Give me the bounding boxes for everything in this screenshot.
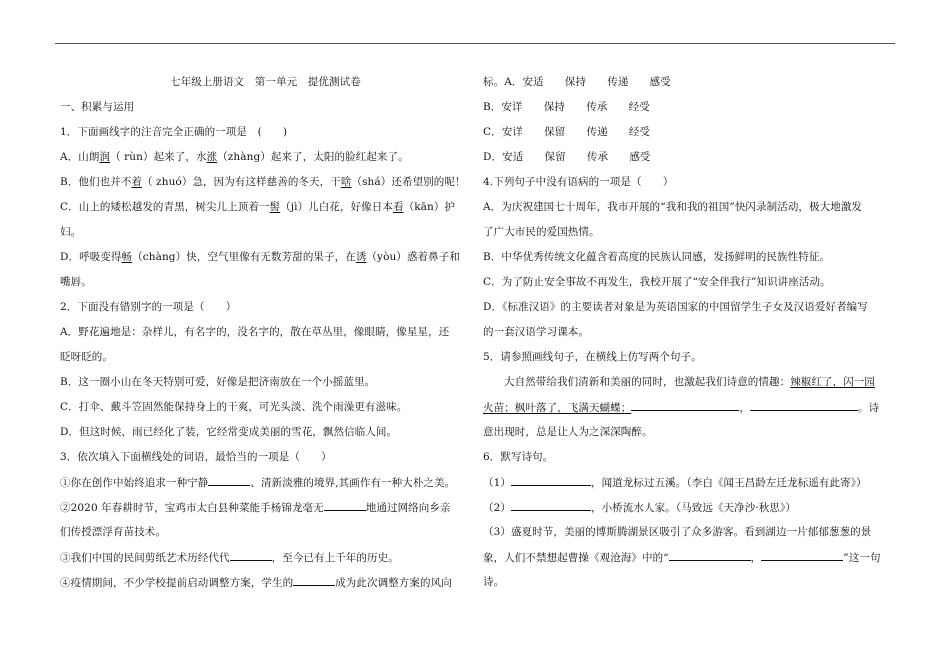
q1d-text3: （yòu）惑着鼻子和 — [366, 251, 460, 263]
q3s1-text1: ①你在创作中始终追求一种宁静 — [60, 477, 209, 489]
q3s4-text2: 成为此次调整方案的风向 — [335, 577, 452, 589]
fill-blank[interactable] — [293, 575, 335, 586]
q1-option-c — [60, 200, 455, 214]
q5-stem: 5．请参照画线句子，在横线上仿写两个句子。 — [483, 351, 702, 363]
q3-option-c: C．安详 保留 传递 经受 — [483, 126, 651, 138]
q6-item-3-cont — [483, 550, 881, 565]
q1c-underlined1: 髻 — [269, 201, 281, 213]
q4-option-a-cont: 了广大市民的爱国热情。 — [483, 226, 600, 238]
q3s2-text2: 地通过网络向乡亲 — [365, 502, 451, 514]
q3-option-b: B．安详 保持 传承 经受 — [483, 101, 650, 113]
q1-option-d-cont: 嘴唇。 — [60, 276, 92, 288]
q1b-text2: （ zhuó）急，因为有这样慈善的冬天，干 — [142, 176, 341, 188]
q3-sentence-3 — [60, 550, 399, 565]
q1b-text1: B．他们也并不 — [60, 176, 132, 188]
q4-option-d-cont: 的一套汉语学习课本。 — [483, 326, 589, 338]
q5-underlined-sentence: 辣椒红了，闪一园 — [790, 376, 876, 388]
q6-item2-text: ，小桥流水人家。（马致远《天净沙·秋思》） — [590, 502, 796, 514]
answer-blank[interactable] — [631, 400, 739, 411]
q1d-text2: （chàng）快，空气里像有无数芳甜的果子，在 — [132, 251, 356, 263]
q1-option-a — [60, 150, 409, 164]
q1b-text3: （shá）还希望别的呢！ — [351, 176, 466, 188]
q6-item-3: （3）盛夏时节，美丽的博斯腾湖景区吸引了众多游客。看到湖边一片郁郁葱葱的景 — [483, 526, 872, 538]
q6-item-2 — [483, 500, 796, 515]
fill-blank[interactable] — [230, 550, 272, 561]
q3-sentence-2-cont: 们传授漂浮育苗技术。 — [60, 526, 166, 538]
q6-item1-text: ，闻道龙标过五溪。（李白《闻王昌龄左迁龙标遥有此寄》） — [590, 477, 867, 489]
q5-underlined-sentence-cont: 火苗；枫叶落了，飞满天蝴蝶； — [483, 402, 632, 414]
q1c-text2: （jì）儿白花，好像日本 — [280, 201, 393, 213]
q1d-underlined1: 畅 — [121, 251, 133, 263]
q3-options-a: 标。A．安适 保持 传递 感受 — [483, 76, 671, 88]
fill-blank[interactable] — [208, 475, 250, 486]
q1-option-b — [60, 175, 466, 189]
q3s1-text2: 、清新淡雅的境界,其画作有一种大朴之美。 — [250, 477, 456, 489]
q5-text2: 。诗 — [858, 402, 880, 414]
q4-option-a: A．为庆祝建国七十周年，我市开展的“我和我的祖国”快闪录制活动，极大地激发 — [483, 201, 863, 213]
q4-stem: 4.下列句子中没有语病的一项是（ ） — [483, 176, 674, 188]
answer-blank[interactable] — [669, 550, 751, 561]
q4-option-b: B．中华优秀传统文化蕴含着高度的民族认同感，发扬鲜明的民族性特征。 — [483, 251, 831, 263]
q2-stem: 2．下面没有错别字的一项是（ ） — [60, 301, 237, 313]
q5-comma: ， — [739, 402, 751, 414]
q6-item-3-end: 诗。 — [483, 576, 505, 588]
q1c-underlined2: 看 — [392, 201, 404, 213]
q3s2-text1: ②2020 年春耕时节，宝鸡市太白县种菜能手杨锦龙毫无 — [60, 502, 324, 514]
q6-item-1 — [483, 475, 867, 490]
q2-option-c: C．打伞、戴斗笠固然能保持身上的干爽，可光头淡、洗个雨澡更有滋味。 — [60, 401, 408, 413]
q1-option-c-cont: 妇。 — [60, 226, 82, 238]
q6-item3-text2: ”这一句 — [843, 552, 881, 564]
page-title: 七年级上册语文 第一单元 提优测试卷 — [170, 76, 361, 88]
q2-option-a: A．野花遍地是：杂样儿，有名字的，没名字的，散在草丛里，像眼睛，像星星，还 — [60, 326, 450, 338]
q1-option-d — [60, 250, 460, 264]
q6-item1-number: （1） — [483, 477, 511, 489]
q6-stem: 6．默写诗句。 — [483, 451, 554, 463]
q1b-underlined2: 啥 — [340, 176, 352, 188]
q3s4-text1: ④疫情期间，不少学校提前启动调整方案，学生的 — [60, 577, 294, 589]
q1a-text1: A．山朗 — [60, 151, 100, 163]
q5-line-3: 意出现时，总是让人为之深深陶醉。 — [483, 426, 653, 438]
q5-line-1 — [504, 375, 875, 389]
q3-sentence-1 — [60, 475, 455, 490]
q3-stem: 3．依次填入下面横线处的词语，最恰当的一项是（ ） — [60, 451, 332, 463]
q1c-text3: （kān）护 — [403, 201, 456, 213]
q1-stem: 1．下面画线字的注音完全正确的一项是 ( ) — [60, 126, 288, 138]
q1b-underlined1: 着 — [131, 176, 143, 188]
header-rule — [55, 43, 895, 44]
q1a-underlined1: 润 — [99, 151, 111, 163]
answer-blank[interactable] — [761, 550, 843, 561]
q2-option-b: B．这一圈小山在冬天特别可爱，好像是把济南放在一个小摇蓝里。 — [60, 376, 376, 388]
answer-blank[interactable] — [511, 500, 591, 511]
q1d-text1: D．呼吸变得 — [60, 251, 122, 263]
q3-sentence-2 — [60, 500, 451, 515]
q6-item3-comma: ， — [750, 552, 762, 564]
section-heading: 一、积累与运用 — [60, 101, 135, 113]
q3s3-text1: ③我们中国的民间剪纸艺术历经代代 — [60, 552, 230, 564]
q1d-underlined2: 诱 — [355, 251, 367, 263]
q1a-underlined2: 涨 — [206, 151, 218, 163]
answer-blank[interactable] — [511, 475, 591, 486]
q3s3-text2: ，至今已有上千年的历史。 — [271, 552, 399, 564]
q1c-text1: C．山上的矮松越发的青黑，树尖儿上顶着一 — [60, 201, 270, 213]
answer-blank[interactable] — [750, 400, 858, 411]
q1a-text2: （ rùn）起来了，水 — [110, 151, 207, 163]
q5-text1: 大自然带给我们清新和美丽的同时，也激起我们诗意的情趣： — [504, 376, 791, 388]
fill-blank[interactable] — [324, 500, 366, 511]
q4-option-d: D．《标准汉语》的主要读者对象是为英语国家的中国留学生子女及汉语爱好者编写 — [483, 301, 868, 313]
q6-item2-number: （2） — [483, 502, 511, 514]
q1a-text3: （zhàng）起来了，太阳的脸红起来了。 — [217, 151, 409, 163]
q6-item3-text1: 象，人们不禁想起曹操《观沧海》中的“ — [483, 552, 669, 564]
q2-option-a-cont: 眨呀眨的。 — [60, 351, 113, 363]
q3-sentence-4 — [60, 575, 452, 590]
q3-option-d: D．安适 保留 传承 感受 — [483, 151, 651, 163]
q2-option-d: D．但这时候，雨已经化了装，它经常变成美丽的雪花，飘然信临人间。 — [60, 426, 398, 438]
q4-option-c: C．为了防止安全事故不再发生，我校开展了“安全伴我行”知识讲座活动。 — [483, 276, 831, 288]
q5-line-2 — [483, 400, 879, 415]
